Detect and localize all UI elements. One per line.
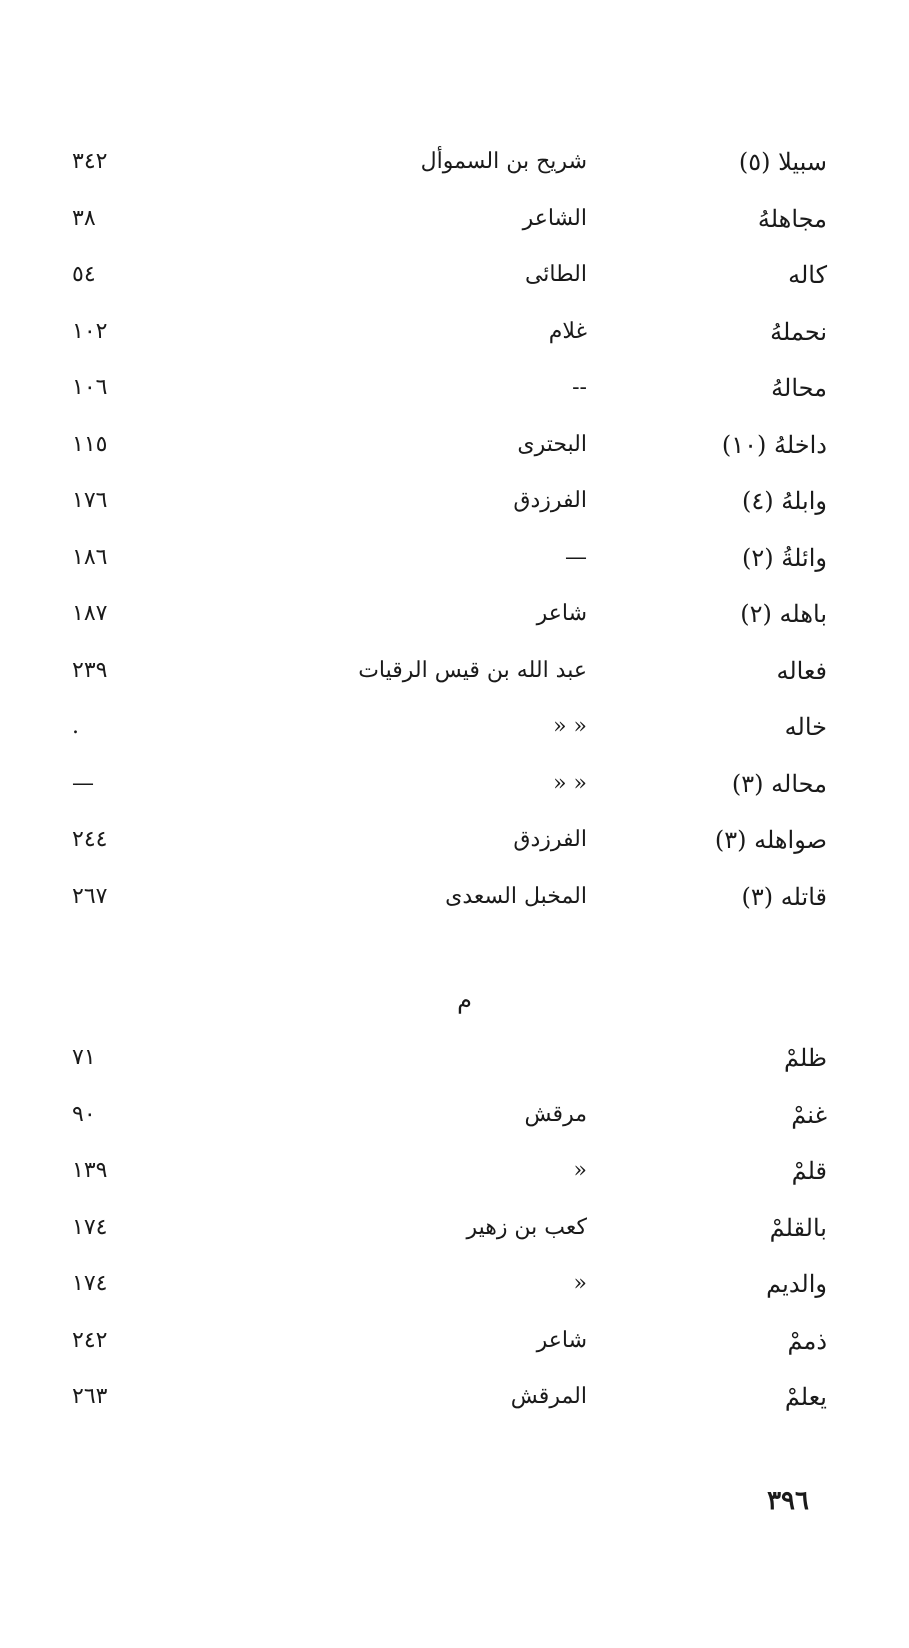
rhyme-word: سبيلا (٥)	[738, 148, 827, 176]
index-row	[0, 1095, 909, 1152]
poet-name: مرقش	[524, 1101, 587, 1127]
index-row	[0, 1038, 909, 1095]
rhyme-word: قلمْ	[791, 1157, 827, 1185]
mim-rhyme-section	[0, 1038, 909, 1434]
poet-name: المرقش	[510, 1384, 587, 1409]
index-row	[0, 1264, 909, 1321]
rhyme-word: مجاهلهُ	[757, 204, 827, 233]
page-reference: ١٧٤	[72, 1214, 108, 1240]
rhyme-word: قاتله (٣)	[741, 882, 827, 911]
index-row	[0, 764, 909, 821]
page-reference: ١٠٦	[72, 375, 108, 400]
index-row	[0, 425, 909, 482]
page-reference: ٧١	[72, 1045, 96, 1070]
page-reference: ١٨٦	[72, 544, 108, 570]
page-reference: ١٣٩	[72, 1158, 108, 1183]
rhyme-word: ظلمْ	[783, 1044, 827, 1072]
index-row	[0, 312, 909, 369]
poet-name-ditto: «	[573, 1158, 587, 1183]
poet-name: --	[572, 375, 587, 400]
page-reference: .	[72, 714, 79, 739]
index-row	[0, 199, 909, 256]
page-reference: —	[72, 770, 94, 796]
rhyme-word: محاله (٣)	[731, 769, 827, 798]
poet-name: الفرزدق	[513, 827, 587, 852]
index-row	[0, 255, 909, 312]
poet-name: شاعر	[536, 1327, 587, 1353]
poet-name-ditto: « «	[553, 770, 587, 796]
rhyme-word: خاله	[784, 713, 827, 741]
poet-name: —	[565, 544, 587, 570]
index-row	[0, 877, 909, 934]
page-reference: ٢٣٩	[72, 657, 108, 683]
rhyme-word: وائلةُ (٢)	[741, 543, 827, 572]
poet-name: الشاعر	[522, 205, 587, 231]
poet-name: كعب بن زهير	[466, 1214, 587, 1240]
poet-name: عبد الله بن قيس الرقيات	[358, 657, 587, 683]
index-row	[0, 368, 909, 425]
rhyme-word: ذممْ	[787, 1326, 827, 1355]
rhyme-word: كاله	[788, 261, 827, 289]
index-row	[0, 538, 909, 595]
page-reference: ١٨٧	[72, 601, 108, 626]
lam-rhyme-section	[0, 142, 909, 933]
rhyme-word: محالهُ	[771, 374, 827, 402]
page-reference: ٢٦٧	[72, 883, 108, 909]
letter-heading-mim	[0, 982, 909, 1018]
page-reference: ٣٨	[72, 205, 96, 231]
poet-name: الطائى	[524, 262, 587, 287]
poet-name-ditto: « «	[553, 714, 587, 739]
poet-name: شاعر	[536, 601, 587, 626]
page-reference: ١١٥	[72, 431, 108, 457]
index-row	[0, 142, 909, 199]
rhyme-word: والديم	[766, 1270, 827, 1298]
rhyme-word: بالقلمْ	[769, 1213, 827, 1242]
index-row	[0, 594, 909, 651]
index-row	[0, 1377, 909, 1434]
rhyme-word: داخلهُ (١٠)	[721, 430, 827, 459]
poet-name: البحترى	[517, 431, 587, 457]
index-row	[0, 707, 909, 764]
rhyme-word: وابلهُ (٤)	[741, 487, 827, 515]
rhyme-word: فعاله	[776, 656, 827, 685]
letter-heading-text: م	[457, 986, 472, 1014]
poet-name: غلام	[548, 318, 587, 344]
page-reference: ٥٤	[72, 262, 96, 287]
index-row	[0, 651, 909, 708]
rhyme-word: يعلمْ	[784, 1383, 827, 1411]
index-row	[0, 481, 909, 538]
rhyme-word: باهله (٢)	[740, 600, 827, 628]
rhyme-word: نحملهُ	[770, 317, 827, 346]
index-row	[0, 1321, 909, 1378]
rhyme-word: صواهله (٣)	[714, 826, 827, 854]
page-reference: ٢٤٤	[72, 827, 108, 852]
page-reference: ١٧٦	[72, 488, 108, 513]
index-row	[0, 1208, 909, 1265]
page-reference: ٩٠	[72, 1101, 96, 1127]
page-reference: ٢٤٢	[72, 1327, 108, 1353]
poet-name: المخبل السعدى	[445, 883, 587, 909]
poet-name: الفرزدق	[513, 488, 587, 513]
page-reference: ١٧٤	[72, 1271, 108, 1296]
page-reference: ٣٤٢	[72, 149, 108, 174]
page-reference: ٢٦٣	[72, 1384, 108, 1409]
poet-name-ditto: «	[573, 1271, 587, 1296]
rhyme-word: غنمْ	[791, 1100, 827, 1129]
poet-name: شريح بن السموأل	[420, 149, 587, 174]
page-number: ٣٩٦	[767, 1486, 809, 1516]
page-reference: ١٠٢	[72, 318, 108, 344]
index-row	[0, 820, 909, 877]
index-row	[0, 1151, 909, 1208]
